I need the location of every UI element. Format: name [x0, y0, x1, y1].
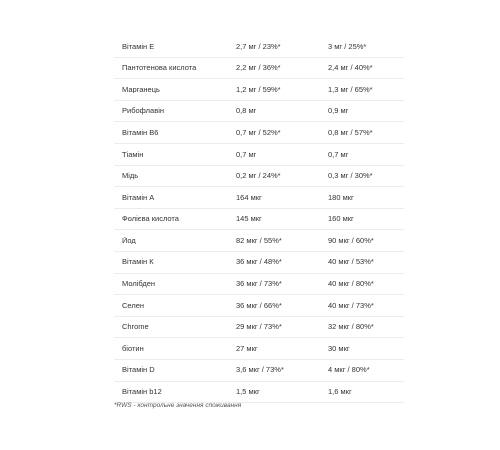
- table-row: [114, 317, 404, 339]
- nutrient-name: Молібден: [122, 280, 156, 288]
- table-row: [114, 274, 404, 296]
- nutrient-value-col2: 180 мкг: [328, 193, 354, 202]
- nutrient-value-col2: 32 мкг / 80%*: [328, 323, 374, 331]
- table-row: [114, 360, 404, 382]
- nutrient-value-col2: 40 мкг / 80%*: [328, 280, 374, 288]
- nutrient-value-col2: 1,6 мкг: [328, 388, 352, 396]
- nutrition-table: [114, 36, 404, 403]
- table-row: [114, 295, 404, 317]
- nutrient-value-col1: 82 мкг / 55%*: [236, 236, 282, 245]
- nutrient-value-col2: 0,8 мг / 57%*: [328, 128, 373, 137]
- nutrient-value-col2: 1,3 мг / 65%*: [328, 85, 373, 94]
- nutrient-value-col1: 0,7 мг / 52%*: [236, 128, 281, 137]
- nutrient-name: Селен: [122, 301, 145, 310]
- nutrient-value-col1: 145 мкг: [236, 215, 262, 223]
- table-row: [114, 79, 404, 101]
- table-row: [114, 144, 404, 166]
- nutrient-value-col1: 29 мкг / 73%*: [236, 323, 282, 331]
- nutrient-value-col1: 36 мкг / 66%*: [236, 301, 282, 310]
- nutrient-name: Марганець: [122, 85, 160, 94]
- table-row: [114, 338, 404, 360]
- nutrient-value-col1: 0,2 мг / 24%*: [236, 172, 281, 180]
- nutrient-name: Пантотенова кислота: [122, 64, 197, 72]
- nutrient-value-col1: 0,8 мг: [236, 107, 257, 115]
- nutrient-value-col2: 0,9 мг: [328, 107, 349, 115]
- nutrient-value-col2: 30 мкг: [328, 344, 350, 353]
- nutrient-name: Фолієва кислота: [122, 215, 179, 223]
- nutrient-name: Вітамін А: [122, 193, 155, 202]
- nutrient-name: Йод: [122, 236, 136, 245]
- nutrient-value-col1: 36 мкг / 73%*: [236, 280, 282, 288]
- table-row: [114, 230, 404, 252]
- table-row: [114, 187, 404, 209]
- nutrient-name: Вітамін К: [122, 258, 154, 266]
- table-row: [114, 122, 404, 144]
- nutrient-value-col1: 164 мкг: [236, 193, 262, 202]
- reference-footnote: *RWS - контрольне значення споживання: [114, 402, 242, 409]
- nutrient-name: Вітамін Е: [122, 42, 155, 51]
- nutrient-value-col2: 160 мкг: [328, 215, 354, 223]
- nutrient-name: Chrome: [122, 323, 149, 331]
- nutrient-value-col2: 40 мкг / 53%*: [328, 258, 374, 266]
- nutrient-value-col2: 0,7 мг: [328, 150, 349, 159]
- nutrient-name: Вітамін В6: [122, 128, 159, 137]
- nutrient-value-col2: 4 мкг / 80%*: [328, 366, 370, 374]
- table-row: [114, 36, 404, 58]
- nutrient-value-col2: 0,3 мг / 30%*: [328, 172, 373, 180]
- nutrient-value-col1: 0,7 мг: [236, 150, 257, 159]
- nutrient-value-col1: 36 мкг / 48%*: [236, 258, 282, 266]
- nutrient-value-col1: 3,6 мкг / 73%*: [236, 366, 284, 374]
- nutrient-value-col1: 1,5 мкг: [236, 388, 260, 396]
- table-row: [114, 252, 404, 274]
- table-row: [114, 58, 404, 80]
- nutrient-value-col2: 40 мкг / 73%*: [328, 301, 374, 310]
- nutrient-name: біотин: [122, 344, 144, 353]
- nutrient-name: Мідь: [122, 172, 139, 180]
- nutrient-value-col2: 3 мг / 25%*: [328, 42, 367, 51]
- nutrient-value-col2: 2,4 мг / 40%*: [328, 64, 373, 72]
- nutrient-name: Тіамін: [122, 150, 144, 159]
- nutrient-name: Рибофлавін: [122, 107, 165, 115]
- table-row: [114, 101, 404, 123]
- nutrient-value-col2: 90 мкг / 60%*: [328, 236, 374, 245]
- table-row: [114, 209, 404, 231]
- nutrient-name: Вітамін D: [122, 366, 155, 374]
- nutrient-value-col1: 27 мкг: [236, 344, 258, 353]
- nutrient-value-col1: 1,2 мг / 59%*: [236, 85, 281, 94]
- nutrient-value-col1: 2,2 мг / 36%*: [236, 64, 281, 72]
- table-row: [114, 382, 404, 404]
- nutrient-name: Вітамін b12: [122, 388, 162, 396]
- table-row: [114, 166, 404, 188]
- nutrient-value-col1: 2,7 мг / 23%*: [236, 42, 281, 51]
